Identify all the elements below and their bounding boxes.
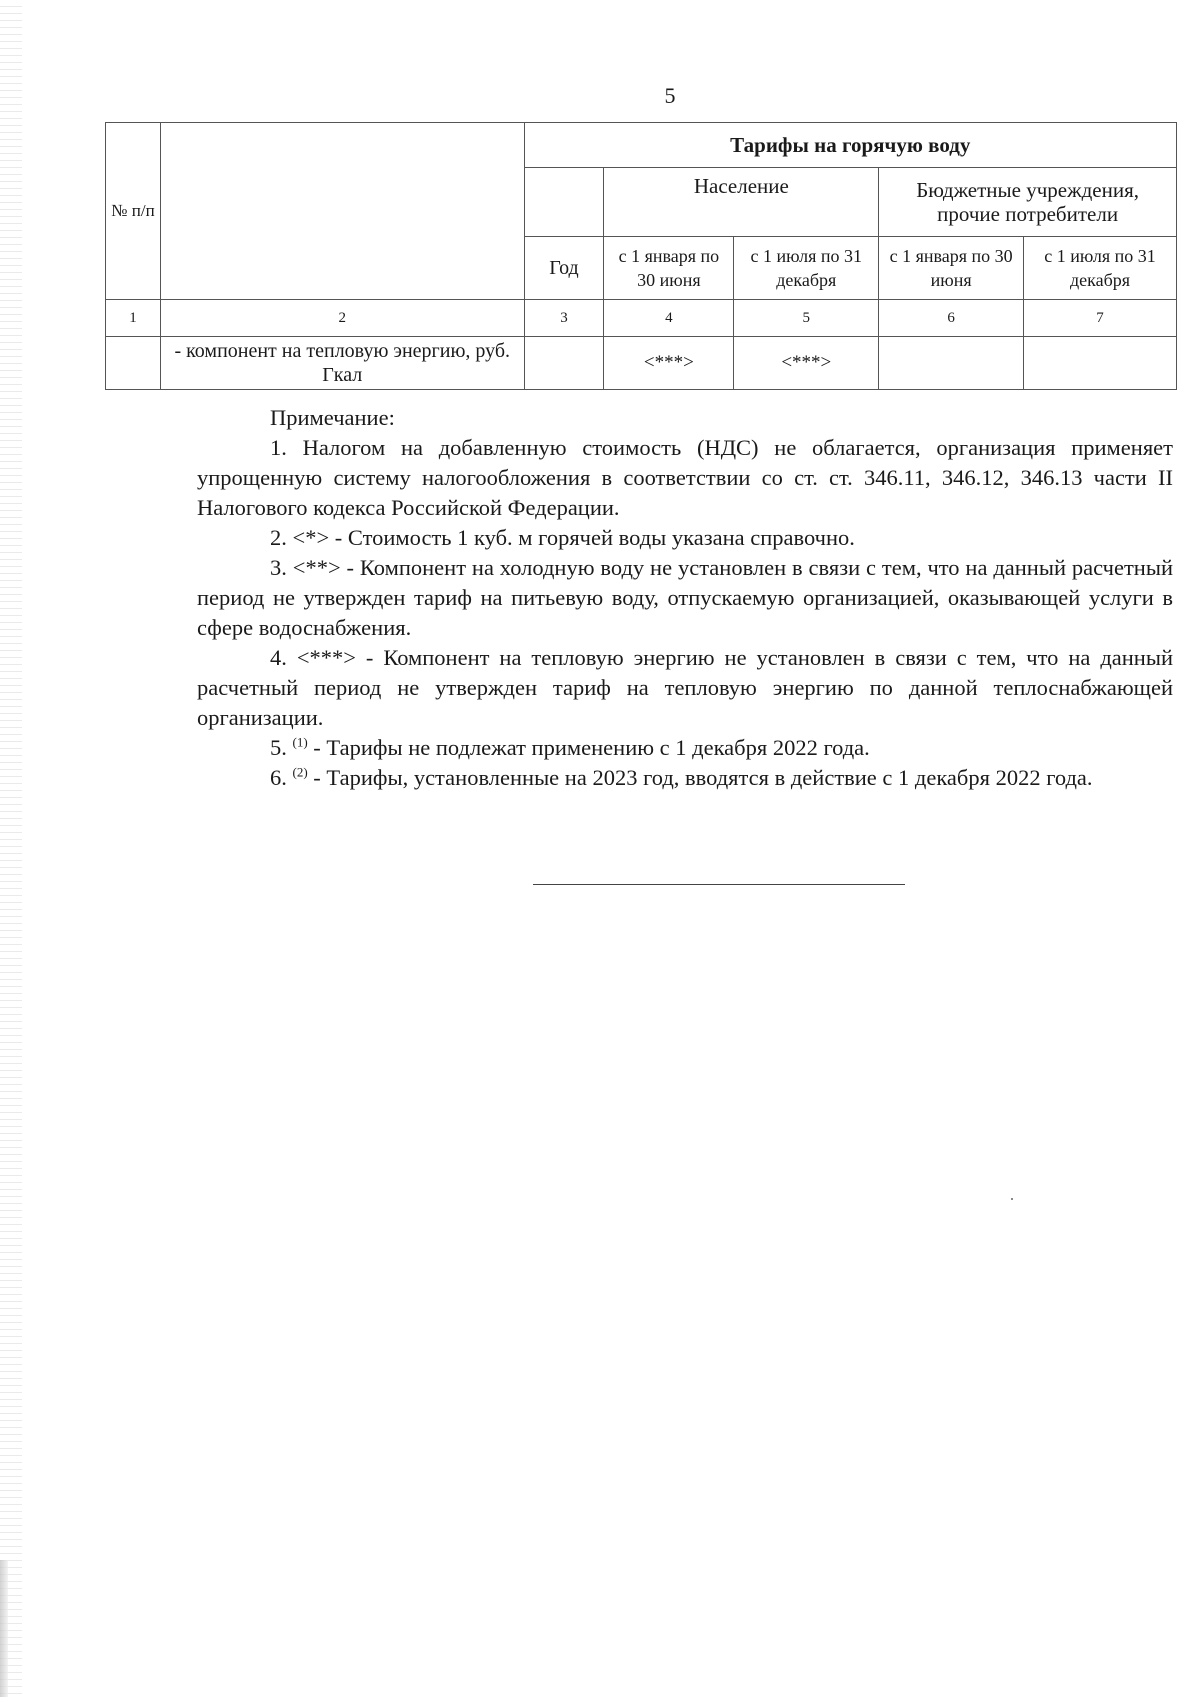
period-header: с 1 июля по 31 декабря: [734, 237, 879, 300]
column-number: 1: [106, 300, 161, 337]
main-header: Тарифы на горячую воду: [524, 123, 1176, 168]
period-header: с 1 января по 30 июня: [879, 237, 1024, 300]
scan-left-edge: [0, 0, 22, 1697]
page-number: 5: [664, 83, 676, 108]
column-number: 3: [524, 300, 604, 337]
row-value: <***>: [604, 337, 734, 390]
hot-water-tariff-table: [105, 122, 1177, 390]
row-value: <***>: [734, 337, 879, 390]
footnote-mark: (1): [292, 734, 308, 750]
row-value: [879, 337, 1024, 390]
scan-left-edge-shadow: [0, 1560, 8, 1697]
col-no-header: № п/п: [106, 123, 161, 300]
footnote-mark: (2): [292, 764, 308, 780]
separator-line: [533, 884, 905, 885]
year-group-blank: [524, 168, 604, 237]
note-text: - Тарифы, установленные на 2023 год, вводятся в действие с 1 декабря 2022 года.: [307, 765, 1093, 790]
column-number: 5: [734, 300, 879, 337]
row-value: [1024, 337, 1177, 390]
row-number: [106, 337, 161, 390]
note-prefix: 6.: [270, 765, 293, 790]
column-number: 2: [160, 300, 524, 337]
note-text: - Тарифы не подлежат применению с 1 декабря 2022 года.: [307, 735, 870, 760]
table-row: [106, 337, 1177, 390]
row-label: - компонент на тепловую энергию, руб. Гкал: [160, 337, 524, 390]
period-header: с 1 января по 30 июня: [604, 237, 734, 300]
note-item: [197, 763, 1173, 793]
note-item: 3. <**> - Компонент на холодную воду не установлен в связи с тем, что на данный расчетный период не утвержден тариф на питьевую воду, отпускаемую организацией, оказывающей услуги в сфере водоснабжения.: [197, 555, 1173, 640]
notes-section: [197, 403, 1173, 793]
year-header: Год: [524, 237, 604, 300]
group-population: Население: [604, 168, 879, 237]
period-header: с 1 июля по 31 декабря: [1024, 237, 1177, 300]
note-item: [197, 733, 1173, 763]
row-year: [524, 337, 604, 390]
column-number: 7: [1024, 300, 1177, 337]
note-item: 4. <***> - Компонент на тепловую энергию не установлен в связи с тем, что на данный расчетный период не утвержден тариф на тепловую энергию по данной теплоснабжающей организации.: [197, 645, 1173, 730]
col-name-header: [160, 123, 524, 300]
notes-title: Примечание:: [270, 405, 395, 430]
group-budget: Бюджетные учреждения, прочие потребители: [879, 168, 1177, 237]
column-number: 4: [604, 300, 734, 337]
note-item: 1. Налогом на добавленную стоимость (НДС) не облагается, организация применяет упрощенную систему налогообложения в соответствии со ст. ст. 346.11, 346.12, 346.13 части II Налогового кодекса Российской Федерации.: [197, 435, 1173, 520]
note-prefix: 5.: [270, 735, 293, 760]
note-item: 2. <*> - Стоимость 1 куб. м горячей воды указана справочно.: [270, 525, 855, 550]
scan-speck: [1011, 1198, 1013, 1200]
column-number: 6: [879, 300, 1024, 337]
